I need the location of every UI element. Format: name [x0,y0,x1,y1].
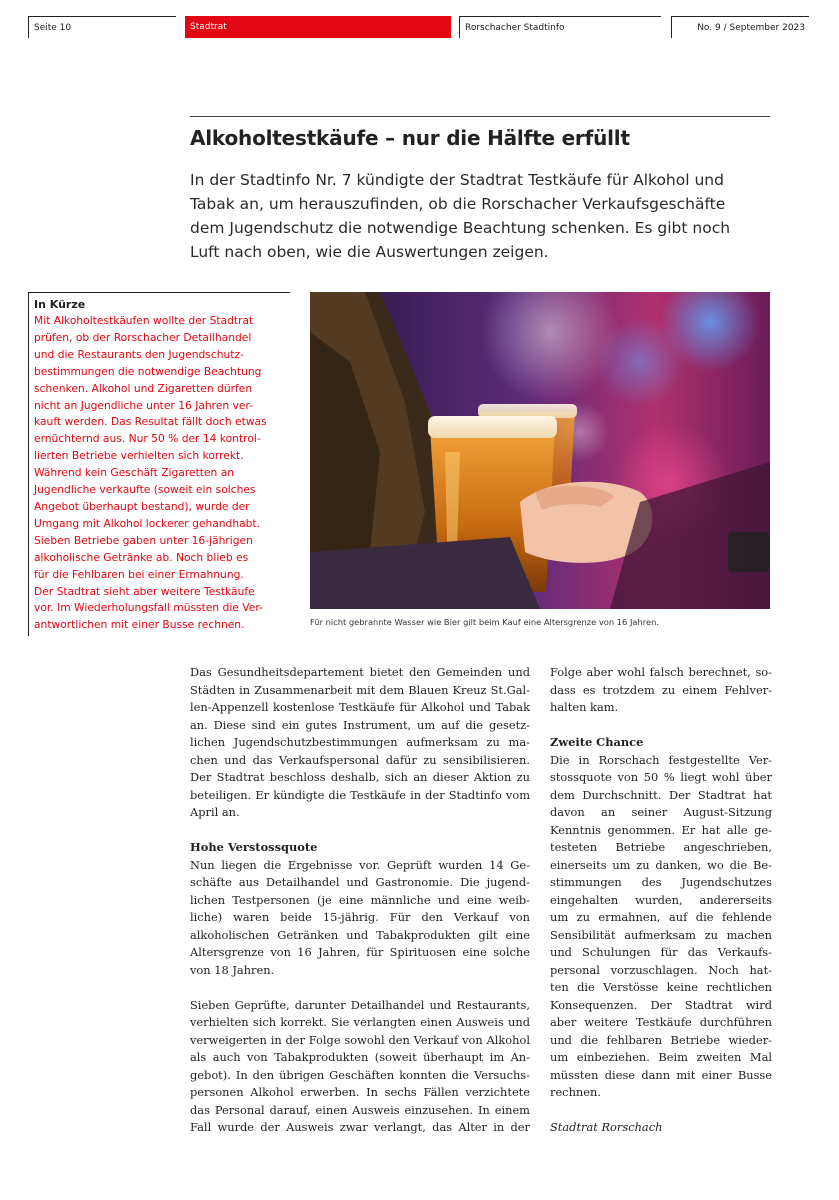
summary-line: nicht an Jugendliche unter 16 Jahren ver- [34,398,254,412]
subheading-verstossquote: Hohe Verstossquote [190,840,318,854]
summary-line: prüfen, ob der Rorschacher Detailhandel [34,330,252,344]
body-line: Nun liegen die Ergebnisse vor. Geprüft wurden 14 Ge- [190,857,530,872]
body-line: chen und das Verkaufspersonal dafür zu sensibilisieren. [190,752,530,767]
signature: Stadtrat Rorschach [550,1120,663,1134]
body-line: Sensibilität aufmerksam zu machen [550,927,772,942]
summary-line: schenken. Alkohol und Zigaretten dürfen [34,381,253,395]
body-line: müssten diese dann mit einer Busse [550,1067,772,1082]
summary-text [34,313,290,634]
lead-line: Luft nach oben, wie die Auswertungen zeigen. [190,243,549,261]
lead-line: Tabak an, um herauszufinden, ob die Rorschacher Verkaufsgeschäfte [190,195,726,213]
body-column-right [550,664,772,1137]
section-label: Stadtrat [185,16,451,38]
summary-line: Sieben Betriebe gaben unter 16-jährigen [34,533,253,547]
body-line: schäfte aus Detailhandel und Gastronomie. Die jugend- [190,875,530,889]
body-line: als auch von Tabakprodukten (soweit überhaupt im An- [190,1050,530,1064]
body-line: und Schulungen für das Verkaufs- [550,945,772,959]
body-line: ten die Verstösse keine rechtlichen [550,980,772,994]
lead-line: In der Stadtinfo Nr. 7 kündigte der Stadtrat Testkäufe für Alkohol und [190,171,724,189]
body-line: Konsequenzen. Der Stadtrat wird [550,997,772,1012]
summary-line: ernüchternd aus. Nur 50 % der 14 kontrol- [34,432,261,446]
publication-name: Rorschacher Stadtinfo [459,16,661,38]
body-line: dass es trotzdem zu einem Fehlver- [550,682,772,697]
body-line: um zu ermahnen, auf die fehlende [550,910,772,924]
summary-line: vor. Im Wiederholungsfall müssten die Ver- [34,601,263,615]
body-line: April an. [190,805,240,819]
body-line: halten kam. [550,700,619,714]
body-line: um einbeziehen. Beim zweiten Mal [550,1050,772,1064]
summary-title: In Kürze [34,298,86,311]
body-line: dem Durchschnitt. Der Stadtrat hat [550,787,772,802]
body-line: Kenntnis genommen. Er hat alle ge- [550,822,772,837]
body-line: personen Alkohol erwerben. In sechs Fällen verzichtete [190,1085,530,1099]
body-line: von 18 Jahren. [190,962,275,977]
body-line: Die in Rorschach festgestellte Ver- [550,752,772,767]
summary-line: für die Fehlbaren bei einer Ermahnung. [34,567,244,581]
body-line: verhielten sich korrekt. Sie verlangten einen Ausweis und [190,1015,530,1029]
summary-line: lierten Betriebe verhielten sich korrekt. [34,449,244,463]
summary-line: Der Stadtrat sieht aber weitere Testkäufe [34,584,255,598]
summary-line: Umgang mit Alkohol lockerer gehandhabt. [34,516,261,530]
summary-line: alkoholische Getränke ab. Noch blieb es [34,550,249,564]
summary-line: Während kein Geschäft Zigaretten an [34,466,235,480]
body-line: lichen Jugendschutzbestimmungen aufmerksam zu ma- [190,735,530,749]
body-line: len-Appenzell kostenlose Testkäufe für Alkohol und Tabak [190,700,530,714]
body-line: lichen Testpersonen (je eine männliche und eine weib- [190,892,530,907]
summary-line: antwortlichen mit einer Busse rechnen. [34,618,245,632]
body-line: beteiligen. Er kündigte die Testkäufe in der Stadtinfo vom [190,787,530,802]
body-line: an. Diese sind ein gutes Instrument, um auf die gesetz- [190,717,530,732]
body-line: Städten in Zusammenarbeit mit dem Blauen Kreuz St.Gal- [190,682,530,697]
body-line: Das Gesundheitsdepartement bietet den Gemeinden und [190,665,530,679]
summary-line: kauft werden. Das Resultat fällt doch etwas [34,415,267,429]
beer-photo [310,292,770,609]
body-line: liche) waren beide 15-jährig. Für den Verkauf von [190,910,530,924]
summary-line: Angebot überhaupt bestand), wurde der [34,499,250,513]
body-line: alkoholischen Getränken und Tabakprodukten gilt eine [190,927,530,942]
beer-glasses-illustration [310,292,770,609]
body-line: davon an seiner August-Sitzung [550,805,772,819]
issue-label: No. 9 / September 2023 [671,16,809,38]
body-line: personal vorzuschlagen. Noch hat- [550,962,772,977]
body-line: testeten Betriebe angeschrieben, [550,840,772,854]
summary-line: Mit Alkoholtestkäufen wollte der Stadtrat [34,314,254,327]
body-line: das Personal darauf, einen Ausweis einzusehen. In einem [190,1102,530,1117]
body-column-left [190,664,530,1137]
lead-line: dem Jugendschutz die notwendige Beachtung schenken. Es gibt noch [190,219,731,237]
body-line: aber weitere Testkäufe durchführen [550,1015,772,1029]
summary-line: und die Restaurants den Jugendschutz- [34,347,244,361]
body-line: einerseits um zu danken, wo die Be- [550,857,772,872]
subheading-zweite-chance: Zweite Chance [550,735,644,749]
body-line: verweigerten in der Folge sowohl den Verkauf von Alkohol [190,1032,530,1047]
title-rule [190,116,770,117]
body-line: eingehalten wurden, andererseits [550,892,772,907]
body-line: gebot). In den übrigen Geschäften konnten die Versuchs- [190,1067,530,1082]
body-line: Fall wurde der Ausweis zwar verlangt, das Alter in der [190,1120,530,1134]
page-number: Seite 10 [28,16,176,38]
article-title: Alkoholtestkäufe – nur die Hälfte erfüllt [190,126,630,150]
body-line: stimmungen des Jugendschutzes [550,875,772,889]
photo-caption: Für nicht gebrannte Wasser wie Bier gilt beim Kauf eine Altersgrenze von 16 Jahren. [310,617,659,627]
body-line: rechnen. [550,1085,601,1099]
summary-line: bestimmungen die notwendige Beachtung [34,364,262,378]
body-line: Der Stadtrat beschloss deshalb, sich an dieser Aktion zu [190,770,530,784]
body-line: Sieben Geprüfte, darunter Detailhandel und Restaurants, [190,997,530,1012]
body-line: Folge aber wohl falsch berechnet, so- [550,665,772,679]
article-lead [190,168,770,264]
body-line: Altersgrenze von 16 Jahren, für Spirituosen eine solche [190,945,530,959]
body-line: und die fehlbaren Betriebe wieder- [550,1032,772,1047]
summary-line: Jugendliche verkaufte (soweit ein solches [34,483,256,497]
body-line: stossquote von 50 % liegt wohl über [550,770,772,784]
summary-box [28,292,290,636]
